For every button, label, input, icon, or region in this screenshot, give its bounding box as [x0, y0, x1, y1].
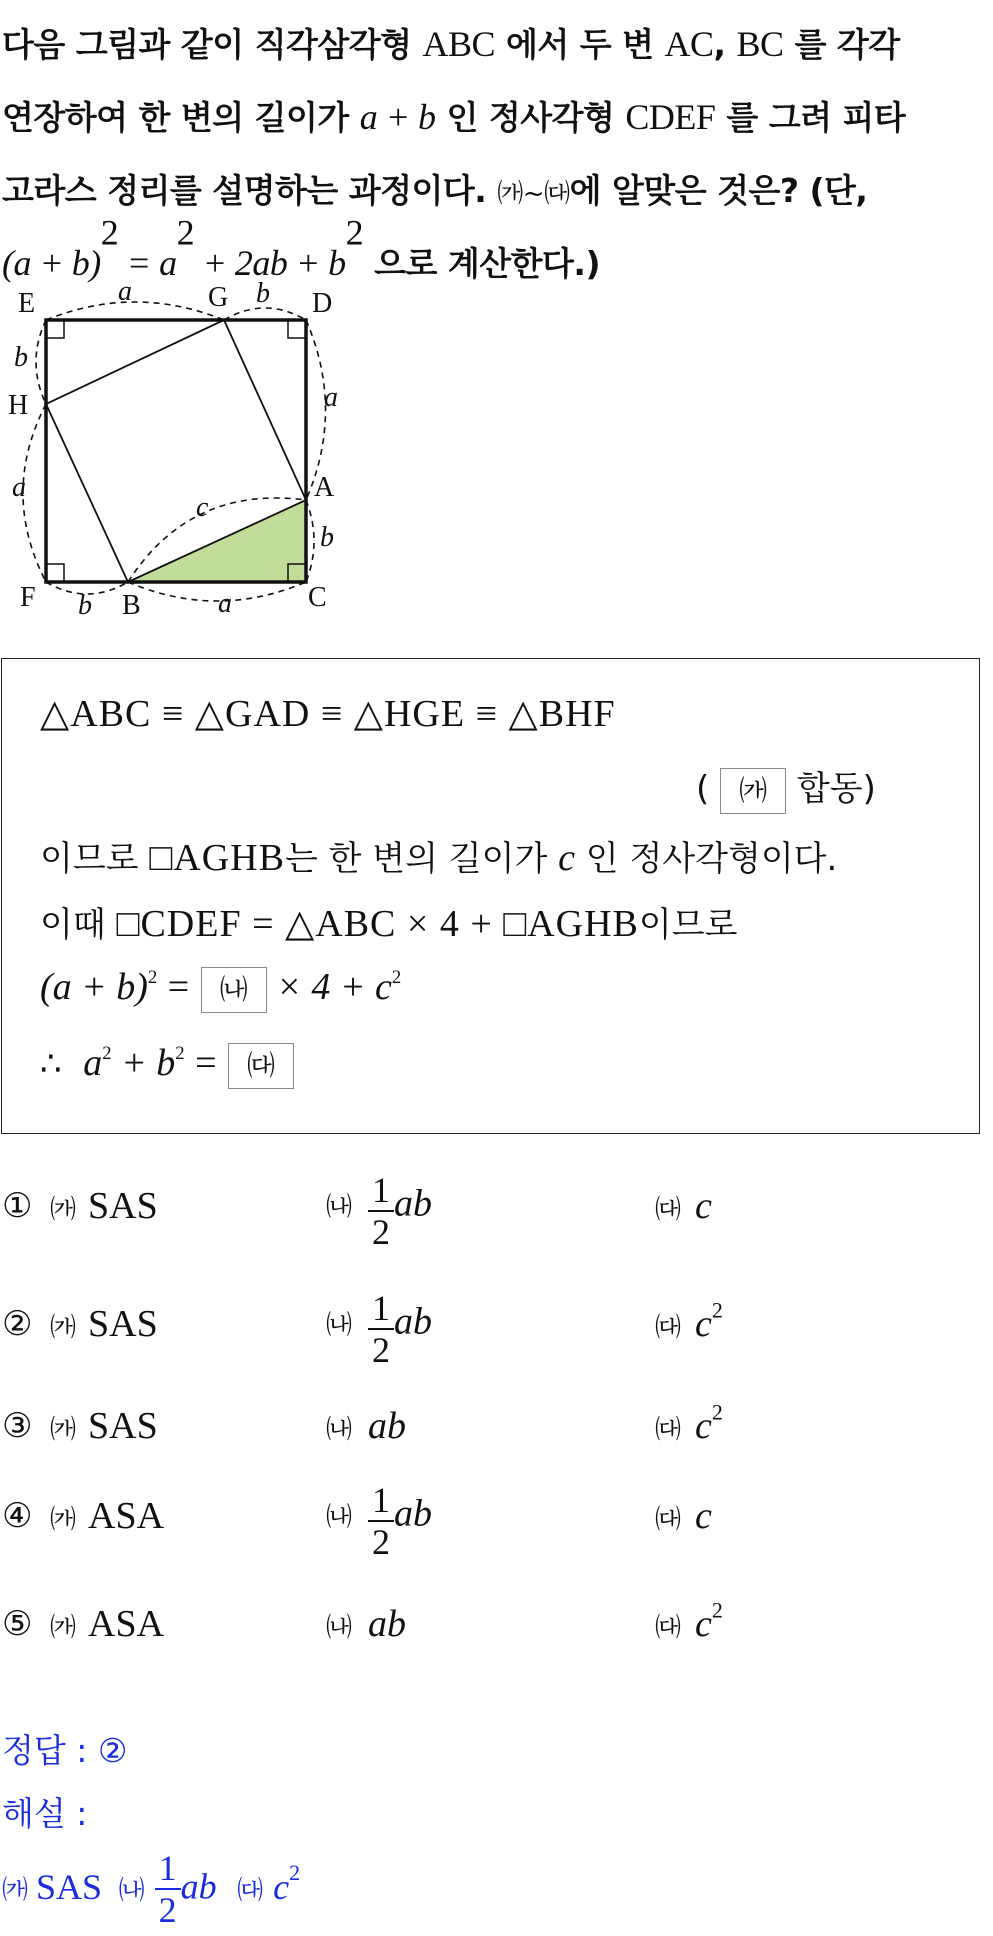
arc-gd	[224, 308, 306, 320]
p6-sup-1: 2	[102, 1043, 112, 1065]
label-da: ㈐	[655, 1415, 682, 1445]
choice-da-sup: 2	[711, 1297, 723, 1323]
choice-na-tail: ab	[394, 1492, 433, 1535]
fraction-denominator: 2	[372, 1522, 391, 1562]
q4-sup-1: 2	[100, 212, 119, 253]
q4-sup-2: 2	[176, 212, 195, 253]
q4-math-1: (a + b)	[2, 243, 101, 283]
blank-ga: ㈎	[720, 768, 786, 814]
choice-na-value: ab	[368, 1603, 407, 1645]
exp-label-na: ㈏	[118, 1875, 145, 1906]
fraction-numerator: 1	[368, 1170, 394, 1212]
exp-fraction-numerator: 1	[155, 1848, 181, 1890]
right-angle-d	[288, 320, 306, 338]
choice-na-tail: ab	[394, 1300, 433, 1343]
label-da: ㈐	[655, 1505, 682, 1535]
p5-equals: =	[157, 966, 201, 1008]
choice-ga-value: ASA	[88, 1495, 165, 1537]
fraction-denominator: 2	[372, 1212, 391, 1252]
choice-da-sup: 2	[711, 1399, 723, 1425]
choice-da-value: c	[695, 1495, 712, 1537]
choice-da-value: c	[695, 1185, 712, 1227]
vertex-e: E	[18, 288, 36, 319]
label-ga: ㈎	[50, 1505, 77, 1535]
label-ga: ㈎	[50, 1313, 77, 1343]
fraction	[368, 1480, 394, 1562]
exp-da-value: c	[273, 1866, 290, 1907]
vertex-d: D	[312, 288, 333, 319]
question-text	[2, 8, 987, 300]
choice-4[interactable]	[0, 1480, 993, 1570]
p6-equals: =	[184, 1042, 229, 1084]
q4-math-2: = a	[118, 243, 177, 283]
arc-eg	[46, 302, 224, 320]
choice-ga-value: SAS	[88, 1405, 158, 1447]
label-na: ㈏	[326, 1613, 353, 1643]
proof-congruence-line: △ABC ≡ △GAD ≡ △HGE ≡ △BHF	[40, 693, 616, 735]
p5-math-3: × 4 + c	[266, 966, 392, 1008]
arc-bc	[128, 582, 306, 601]
right-angle-e	[46, 320, 64, 338]
square-symbol-2: □	[503, 903, 528, 945]
proof-line-2	[696, 761, 876, 814]
exp-da-sup: 2	[289, 1859, 301, 1885]
p6-math-2: + b	[111, 1042, 176, 1084]
q2-text-1: 연장하여 한 변의 길이가	[2, 98, 360, 137]
vertex-a: A	[314, 472, 335, 503]
choice-number: ②	[2, 1304, 33, 1344]
choice-number: ⑤	[2, 1604, 33, 1644]
choice-1[interactable]	[0, 1170, 993, 1260]
arc-hf	[23, 404, 46, 582]
vertex-b: B	[122, 590, 141, 621]
p6-sup-2: 2	[175, 1043, 185, 1065]
label-da: a	[324, 382, 338, 413]
choice-number: ①	[2, 1186, 33, 1226]
label-ac: b	[320, 522, 334, 553]
choice-da-value: c	[695, 1603, 712, 1645]
therefore-symbol: ∴	[40, 1044, 62, 1084]
exp-na-tail: ab	[180, 1866, 217, 1907]
choice-da-sup: 2	[711, 1597, 723, 1623]
label-da: ㈐	[655, 1195, 682, 1225]
label-ga: ㈎	[50, 1415, 77, 1445]
p5-math-1: (a + b)	[40, 966, 148, 1008]
p4-math-2: = △ABC × 4 +	[241, 903, 504, 945]
label-gd: b	[256, 278, 270, 309]
q1-math-bc: BC	[736, 24, 784, 64]
q4-math-3: + 2ab + b	[194, 243, 346, 283]
proof-open-paren: (	[696, 769, 710, 809]
exp-ga-value: SAS	[36, 1866, 103, 1907]
q1-math-abc: ABC	[422, 24, 496, 64]
question-line-3	[2, 154, 987, 227]
label-da: ㈐	[655, 1313, 682, 1343]
choice-da-value: c	[695, 1303, 712, 1345]
vertex-f: F	[20, 582, 36, 613]
explanation-label: 해설 :	[2, 1794, 88, 1833]
label-ab: c	[196, 492, 209, 523]
q4-sup-3: 2	[345, 212, 364, 253]
proof-line-4	[40, 897, 737, 946]
p3-var-c: c	[558, 837, 575, 879]
q2-math-cdef: CDEF	[625, 97, 716, 137]
fraction	[368, 1288, 394, 1370]
blank-da: ㈐	[228, 1043, 294, 1089]
label-eg: a	[118, 276, 132, 307]
p3-math-aghb: AGHB	[173, 837, 285, 879]
vertex-g: G	[208, 282, 229, 313]
q4-text-1: 으로 계산한다.)	[363, 244, 601, 283]
p3-text-2: 는 한 변의 길이가	[284, 839, 559, 879]
fraction	[368, 1170, 394, 1252]
square-symbol-1: □	[116, 903, 141, 945]
q1-text-1: 다음 그림과 같이 직각삼각형	[2, 25, 423, 64]
choice-2[interactable]	[0, 1288, 993, 1378]
square-symbol: □	[149, 837, 174, 879]
fraction-numerator: 1	[368, 1480, 394, 1522]
label-hf: a	[12, 472, 26, 503]
fraction-denominator: 2	[372, 1330, 391, 1370]
choice-number: ③	[2, 1406, 33, 1446]
proof-line-6	[40, 1041, 294, 1089]
label-na: ㈏	[326, 1502, 353, 1533]
exp-label-da: ㈐	[237, 1875, 264, 1906]
vertex-h: H	[8, 390, 29, 421]
proof-line-3	[40, 831, 837, 880]
label-eh: b	[14, 342, 28, 373]
exp-fraction-denominator: 2	[158, 1890, 177, 1930]
label-bc: a	[218, 588, 232, 619]
choice-da-value: c	[695, 1405, 712, 1447]
q3-blanks-range: ㈎~㈐	[497, 179, 570, 209]
p4-math-aghb: AGHB	[527, 903, 639, 945]
choice-na-tail: ab	[394, 1182, 433, 1225]
p4-math-cdef: CDEF	[140, 903, 242, 945]
label-ga: ㈎	[50, 1195, 77, 1225]
proof-congruence-type-label: 합동)	[796, 769, 876, 809]
q3-text-3: 에 알맞은 것은? (단,	[569, 171, 868, 210]
choice-na-value: ab	[368, 1405, 407, 1447]
label-na: ㈏	[326, 1310, 353, 1341]
label-ga: ㈎	[50, 1613, 77, 1643]
choice-ga-value: SAS	[88, 1303, 158, 1345]
vertex-c: C	[308, 582, 327, 613]
choice-ga-value: ASA	[88, 1603, 165, 1645]
label-da: ㈐	[655, 1613, 682, 1643]
p5-sup-1: 2	[147, 967, 158, 989]
label-na: ㈏	[326, 1192, 353, 1223]
choice-ga-value: SAS	[88, 1185, 158, 1227]
q2-text-2: 인 정사각형	[435, 98, 626, 137]
exp-label-ga: ㈎	[2, 1875, 29, 1906]
choice-3[interactable]	[0, 1400, 993, 1490]
q1-text-3: ,	[713, 25, 737, 64]
question-line-1	[2, 8, 987, 81]
right-angle-f	[46, 564, 64, 582]
q2-math-aplusb: a + b	[359, 97, 436, 137]
proof-box	[1, 658, 980, 1134]
choice-5[interactable]	[0, 1598, 993, 1688]
blank-na: ㈏	[201, 967, 267, 1013]
q1-text-4: 를 각각	[783, 25, 900, 64]
q1-text-2: 에서 두 변	[495, 25, 665, 64]
p5-sup-2: 2	[391, 967, 402, 989]
question-line-2	[2, 81, 987, 154]
exp-fraction	[155, 1848, 181, 1930]
answer-value: ②	[97, 1731, 128, 1770]
q2-text-3: 를 그려 피타	[715, 98, 906, 137]
label-fb: b	[78, 590, 92, 621]
q3-text-1: 고라스 정리를 설명하는 과정이다.	[2, 171, 498, 210]
q1-math-ac: AC	[664, 24, 714, 64]
p4-text-1: 이때	[40, 905, 117, 945]
answer-label: 정답 :	[2, 1731, 98, 1770]
pythagorean-figure	[0, 270, 380, 630]
fraction-numerator: 1	[368, 1288, 394, 1330]
label-na: ㈏	[326, 1415, 353, 1445]
p3-text-3: 인 정사각형이다.	[575, 839, 838, 879]
answer-line	[2, 1725, 127, 1772]
choice-number: ④	[2, 1496, 33, 1536]
explanation-content	[2, 1848, 300, 1930]
p4-text-2: 이므로	[638, 905, 738, 945]
p6-math-1: a	[83, 1042, 103, 1084]
p3-text-1: 이므로	[40, 839, 150, 879]
proof-line-5	[40, 965, 401, 1013]
